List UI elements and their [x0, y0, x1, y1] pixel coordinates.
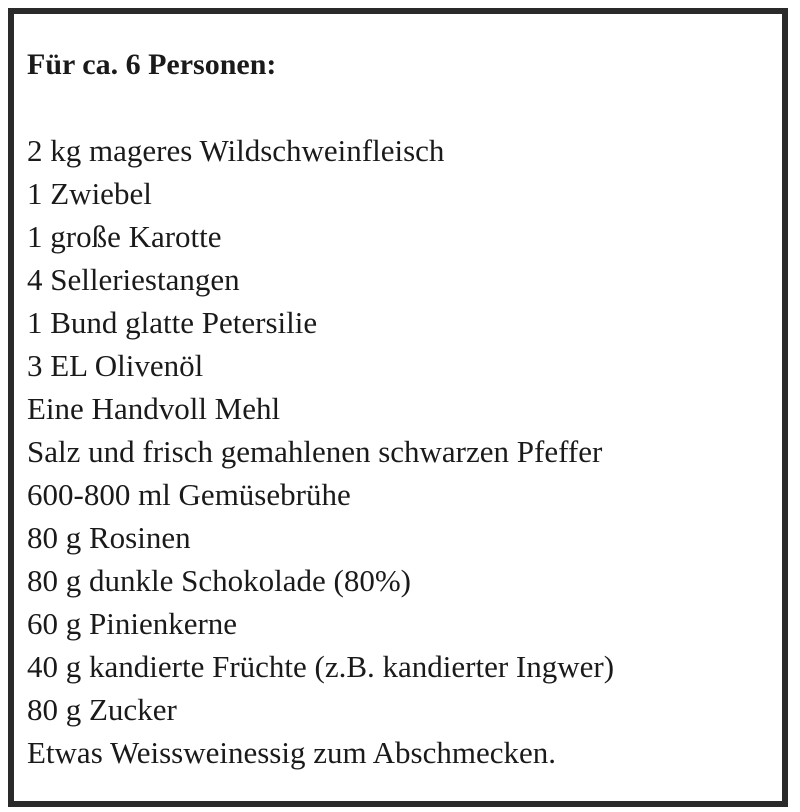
ingredient-item: 1 große Karotte — [27, 219, 222, 254]
ingredient-item: 1 Bund glatte Petersilie — [27, 305, 318, 340]
recipe-ingredients-box — [8, 8, 788, 807]
ingredient-item: 40 g kandierte Früchte (z.B. kandierter Ingwer) — [27, 649, 615, 684]
ingredient-item: 3 EL Olivenöl — [27, 348, 204, 383]
ingredient-item: 80 g Zucker — [27, 692, 177, 727]
ingredient-item: 2 kg mageres Wildschweinfleisch — [27, 133, 445, 168]
ingredient-item: Etwas Weissweinessig zum Abschmecken. — [27, 735, 556, 770]
ingredient-item: 60 g Pinienkerne — [27, 606, 238, 641]
ingredient-item: 600-800 ml Gemüsebrühe — [27, 477, 351, 512]
ingredient-item: 1 Zwiebel — [27, 176, 152, 211]
ingredient-list — [27, 129, 774, 774]
ingredient-item: Eine Handvoll Mehl — [27, 391, 281, 426]
ingredient-item: Salz und frisch gemahlenen schwarzen Pfeffer — [27, 434, 603, 469]
servings-heading: Für ca. 6 Personen: — [27, 48, 277, 81]
ingredient-item: 80 g Rosinen — [27, 520, 191, 555]
recipe-content — [27, 43, 774, 774]
ingredient-item: 4 Selleriestangen — [27, 262, 240, 297]
ingredient-item: 80 g dunkle Schokolade (80%) — [27, 563, 411, 598]
